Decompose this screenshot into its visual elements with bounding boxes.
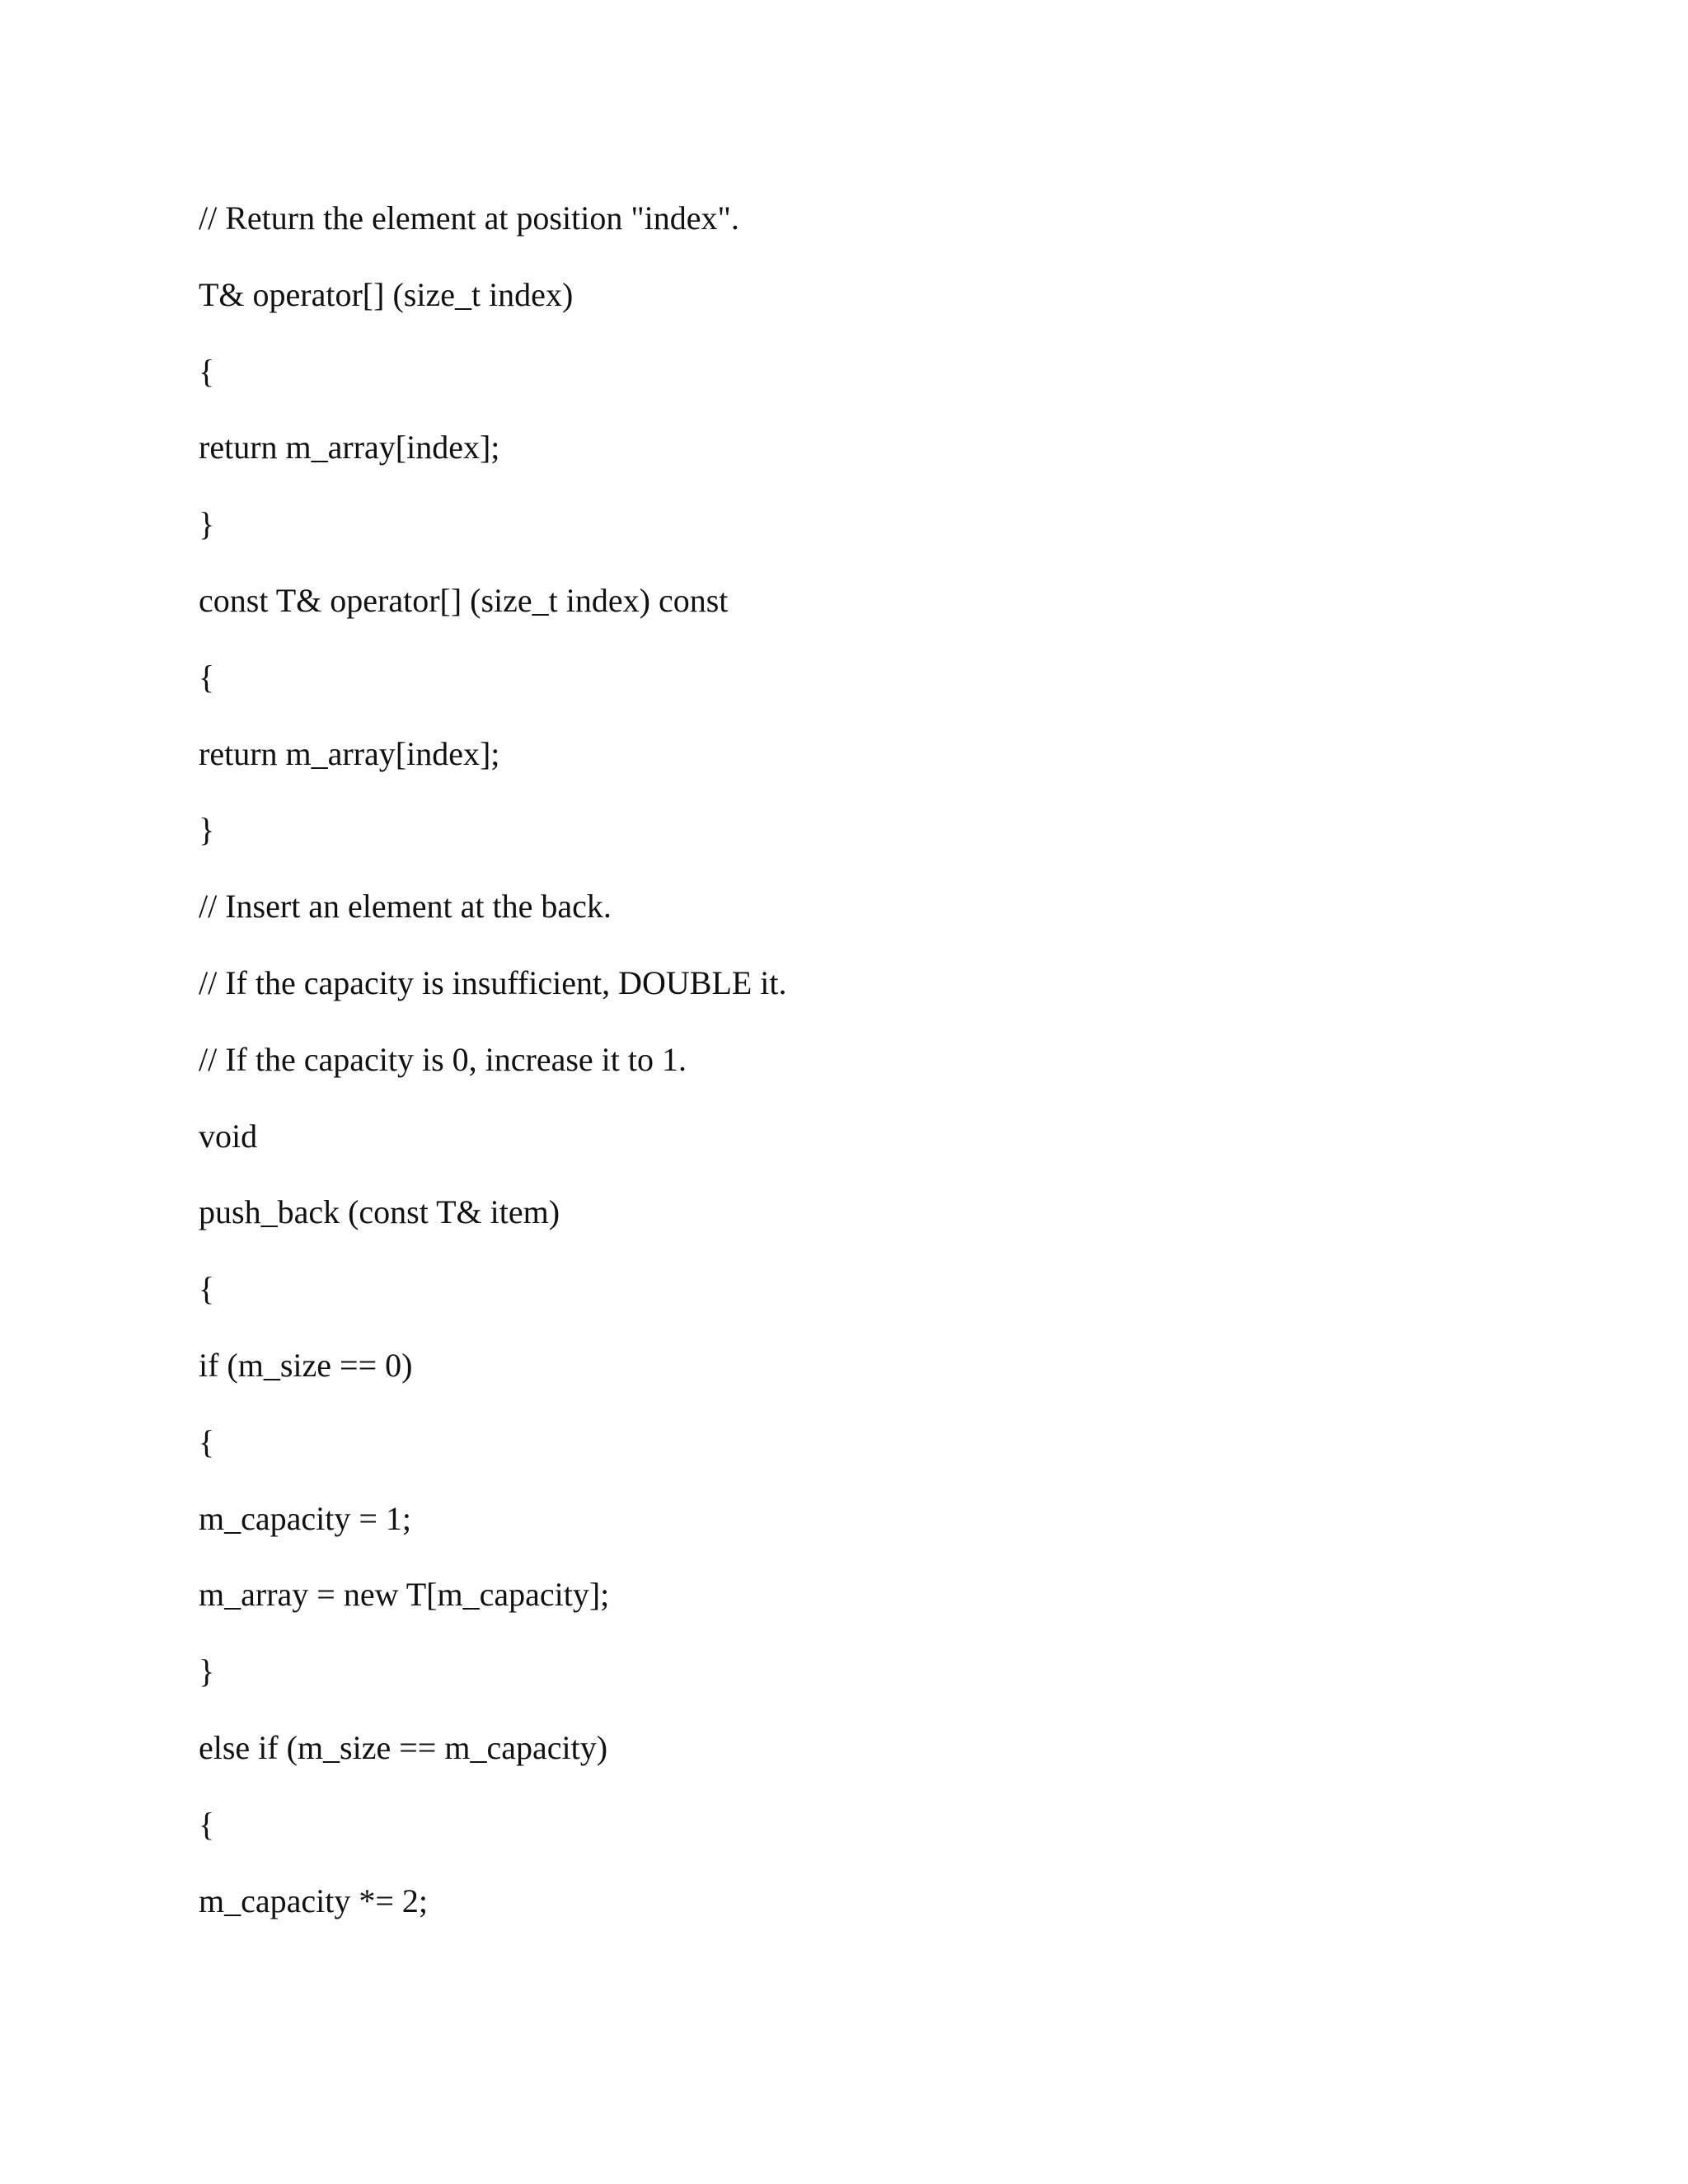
code-line-close-brace: } (199, 1652, 215, 1690)
code-listing (199, 194, 787, 1952)
code-line-return: return m_array[index]; (199, 429, 500, 466)
code-line-if-size-zero: if (m_size == 0) (199, 1346, 413, 1384)
code-line-open-brace: { (199, 1422, 215, 1460)
code-line-comment-insert: // Insert an element at the back. (199, 888, 612, 926)
code-line-else-if-full: else if (m_size == m_capacity) (199, 1728, 608, 1766)
code-line-open-brace: { (199, 352, 215, 390)
code-line-comment-zero: // If the capacity is 0, increase it to 1. (199, 1040, 687, 1078)
code-line-const-operator-signature: const T& operator[] (size_t index) const (199, 581, 729, 619)
code-line-return: return m_array[index]; (199, 734, 500, 772)
code-line-open-brace: { (199, 1805, 215, 1843)
code-line-void: void (199, 1117, 258, 1155)
code-line-capacity-one: m_capacity = 1; (199, 1499, 412, 1537)
code-line-capacity-double: m_capacity *= 2; (199, 1882, 429, 1919)
code-line-comment-double: // If the capacity is insufficient, DOUBLE it. (199, 963, 787, 1001)
code-line-close-brace: } (199, 811, 215, 849)
code-line-open-brace: { (199, 1270, 215, 1308)
code-line-push-back-signature: push_back (const T& item) (199, 1193, 560, 1231)
code-line-operator-signature: T& operator[] (size_t index) (199, 275, 574, 313)
code-line-comment-return: // Return the element at position "index". (199, 199, 739, 237)
code-line-open-brace: { (199, 658, 215, 696)
code-line-new-array: m_array = new T[m_capacity]; (199, 1576, 610, 1614)
code-line-close-brace: } (199, 505, 215, 543)
